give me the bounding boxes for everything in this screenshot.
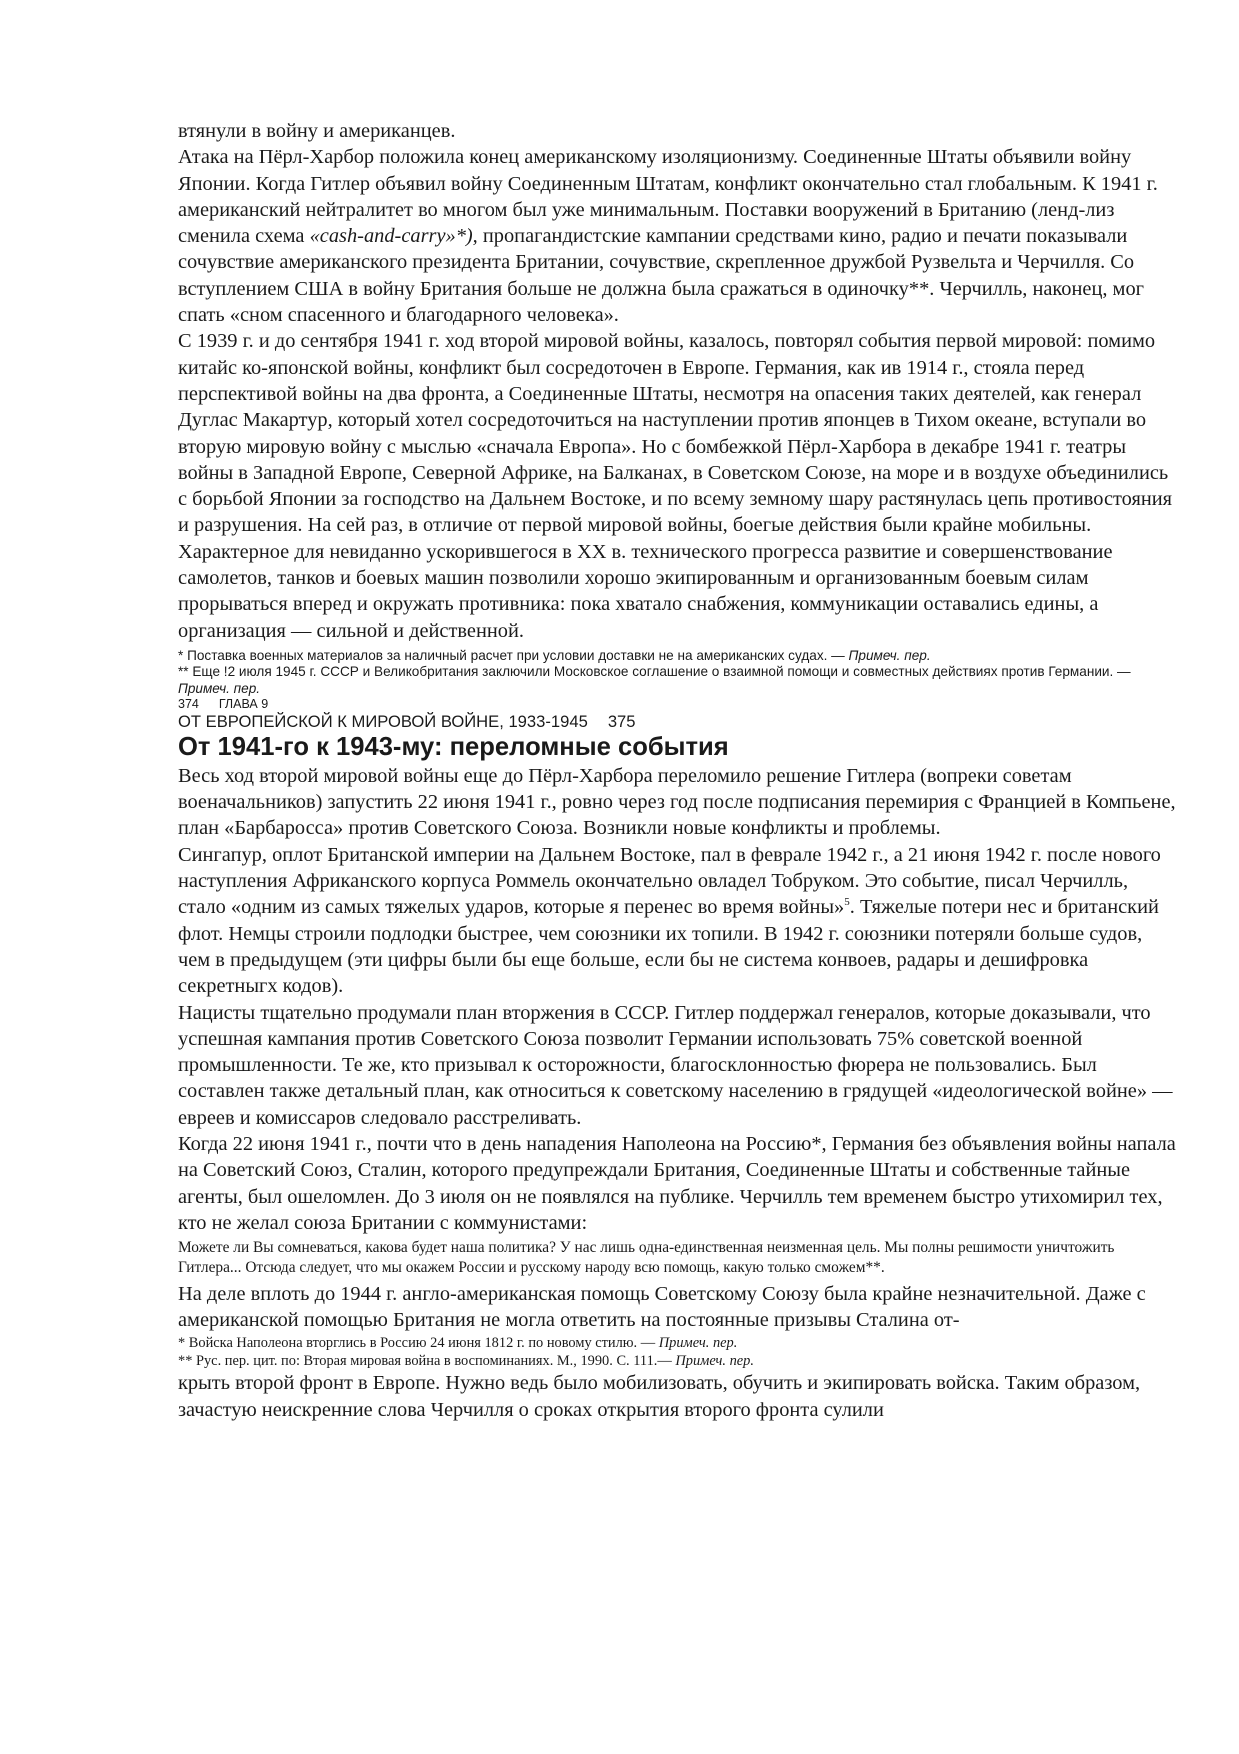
paragraph-text: . Тяжелые потери нес и британский флот. Немцы строили подлодки быстрее, чем союзники их топили. В 1942 г. союзники потеряли больше судов, чем в предыдущем (эти цифры были бы еще больше, если бы не система конвоев, радары и дешифровка секретныгх кодов). xyxy=(178,896,1159,998)
block-quote: Можете ли Вы сомневаться, какова будет наша политика? У нас лишь одна-единственная неизменная цель. Мы полны решимости уничтожить Гитлера... Отсюда следует, что мы окажем России и русскому народу всю помощь, какую только сможем**. xyxy=(178,1239,1115,1277)
paragraph-text: Сингапур, оплот Британской империи на Дальнем Востоке, пал в феврале 1942 г., а 21 июня 1942 г. после нового наступления Африканского корпуса Роммель окончательно овладел Тобруком. Это событие, писал Черчилль, стало «одним из самых тяжелых ударов, которые я перенес во время войны» xyxy=(178,843,1161,919)
paragraph: Весь ход второй мировой войны еще до Пёрл-Харбора переломило решение Гитлера (вопреки советам военачальников) запустить 22 июня 1941 г., ровно через год после подписания перемирия с Францией в Компьене, план «Барбаросса» против Советского Союза. Возникли новые конфликты и проблемы. xyxy=(178,764,1176,840)
footnote-note: Примеч. пер. xyxy=(675,1352,754,1369)
footnote-note: Примеч. пер. xyxy=(658,1335,738,1352)
footnote-text: * Поставка военных материалов за наличный расчет при условии доставки не на американских судах. — xyxy=(178,647,849,663)
footnote-note: Примеч. пер. xyxy=(848,647,931,663)
running-head-right xyxy=(178,711,1178,732)
paragraph: Нацисты тщательно продумали план вторжения в СССР. Гитлер поддержал генералов, которые доказывали, что успешная кампания против Советского Союза позволит Германии использовать 75% советской военной промышленности. Те же, кто призывал к осторожности, благосклонностью фюрера не пользовались. Был составлен также детальный план, как относиться к советскому населению в грядущей «идеологической войне» — евреев и комиссаров следовало расстреливать. xyxy=(178,1001,1173,1129)
paragraph-text: пропагандистские кампании средствами кино, радио и печати показывали сочувствие американского президента Британии, сочувствие, скрепленное дружбой Рузвельта и Черчилля. Со вступлением США в войну Британия больше не должна была сражаться в одиночку**. Черчилль, наконец, мог спать «сном спасенного и благодарного человека». xyxy=(178,225,1145,327)
footnotes-top xyxy=(178,648,1178,697)
chapter-label: ГЛАВА 9 xyxy=(218,696,269,711)
paragraph: крыть второй фронт в Европе. Нужно ведь было мобилизовать, обучить и экипировать войска. Таким образом, зачастую неискренние слова Черчилля о сроках открытия второго фронта сулили xyxy=(178,1372,1141,1421)
footnote xyxy=(178,664,1178,697)
paragraph: втянули в войну и американцев. xyxy=(178,120,456,142)
footnote-ref: 5 xyxy=(844,896,850,909)
footnote-text: * Войска Наполеона вторглись в Россию 24 июня 1812 г. по новому стилю. — xyxy=(178,1335,659,1352)
footnote xyxy=(178,1335,1178,1353)
section-heading: От 1941-го к 1943-му: переломные события xyxy=(178,732,729,761)
footnote xyxy=(178,648,1178,664)
paragraph-text: Атака на Пёрл-Харбор положила конец американскому изоляционизму. Соединенные Штаты объявили войну Японии. Когда Гитлер объявил войну Соединенным Штатам, конфликт окончательно стал глобальным. К 1941 г. американский нейтралитет во многом был уже минимальным. Поставки вооружений в Британию (ленд-лиз сменила схема xyxy=(178,146,1158,248)
running-head xyxy=(178,697,1178,732)
footnote-text: ** Рус. пер. цит. по: Вторая мировая война в воспоминаниях. М., 1990. С. 111.— xyxy=(178,1352,676,1369)
footnote-note: Примеч. пер. xyxy=(178,680,261,696)
page-number-right: 375 xyxy=(607,711,636,731)
paragraph: Когда 22 июня 1941 г., почти что в день нападения Наполеона на Россию*, Германия без объявления войны напала на Советский Союз, Сталин, которого предупреждали Британия, Соединенные Штаты и собственные тайные агенты, был ошеломлен. До 3 июля он не появлялся на публике. Черчилль тем временем быстро утихомирил тех, кто не желал союза Британии с коммунистами: xyxy=(178,1132,1176,1234)
paragraph: На деле вплоть до 1944 г. англо-американская помощь Советскому Союзу была крайне незначительной. Даже с американской помощью Британия не могла ответить на постоянные призывы Сталина от- xyxy=(178,1282,1146,1332)
paragraph xyxy=(178,144,1178,328)
running-head-left xyxy=(178,697,1178,711)
italic-term: «cash-and-carry»*), xyxy=(309,225,478,248)
footnote xyxy=(178,1353,1178,1371)
paragraph xyxy=(178,842,1178,1000)
paragraph: С 1939 г. и до сентября 1941 г. ход второй мировой войны, казалось, повторял события первой мировой: помимо китайс ко-японской войны, конфликт был сосредоточен в Европе. Германия, как ив 1914 г., стояла перед перспективой войны на два фронта, а Соединенные Штаты, несмотря на опасения таких деятелей, как генерал Дуглас Макартур, который хотел сосредоточиться на наступлении против японцев в Тихом океане, вступали во вторую мировую войну с мыслью «сначала Европа». Но с бомбежкой Пёрл-Харбора в декабре 1941 г. театры войны в Западной Европе, Северной Африке, на Балканах, в Советском Союзе, на море и в воздухе объединились с борьбой Японии за господство на Дальнем Востоке, и по всему земному шару растянулась цепь противостояния и разрушения. На сей раз, в отличие от первой мировой войны, боегые действия были крайне мобильны. Характерное для невиданно ускорившегося в XX в. технического прогресса развитие и совершенствование самолетов, танков и боевых машин позволили хорошо экипированным и организованным боевым силам прорываться вперед и окружать противника: пока хватало снабжения, коммуникации оставались едины, а организация — сильной и действенной. xyxy=(178,330,1173,642)
page-number-left: 374 xyxy=(178,696,199,711)
footnote-text: ** Еще !2 июля 1945 г. СССР и Великобритания заключили Московское соглашение о взаимной помощи и совместных действиях против Германии. — xyxy=(178,664,1131,680)
document-page xyxy=(178,118,1178,1423)
footnotes-bottom xyxy=(178,1335,1178,1370)
part-title: ОТ ЕВРОПЕЙСКОЙ К МИРОВОЙ ВОЙНЕ, 1933-1945 xyxy=(178,711,588,731)
